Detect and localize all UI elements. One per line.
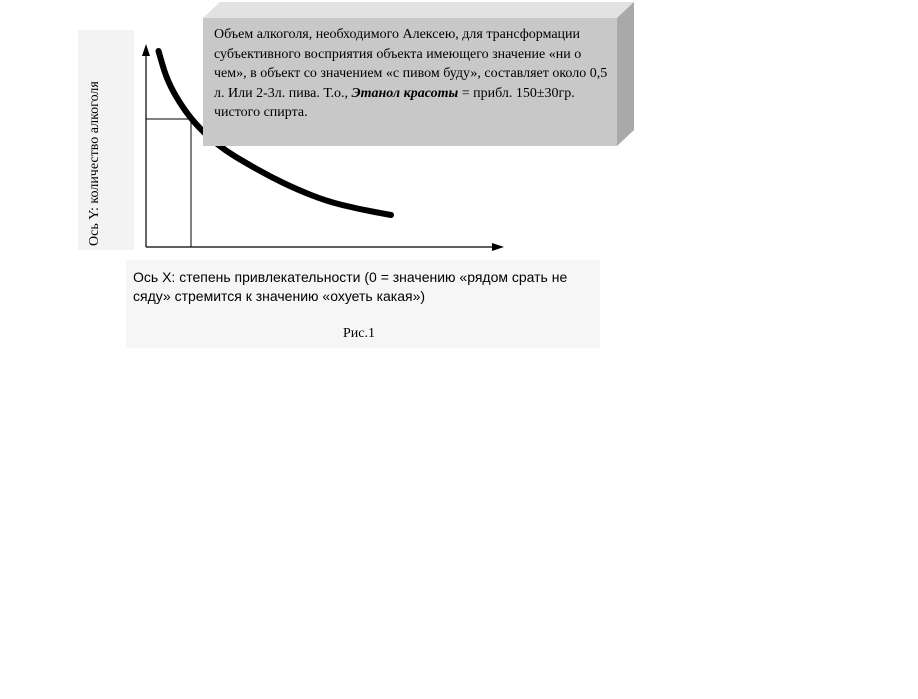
note-box-top-bevel [203, 2, 634, 18]
x-axis-label: Ось Х: степень привлекательности (0 = значению «рядом срать не сяду» стремится к значению «охуеть какая») [133, 269, 568, 304]
note-text-part1: Объем алкоголя, необходимого Алексею, для трансформации субъективного восприятия объекта имеющего значение «ни о чем», в объект со значением «с пивом буду», составляет около 0,5 л. Или 2-3л. пива. Т.о., [214, 27, 608, 101]
y-axis-label: Ось Y: количество алкоголя [87, 81, 102, 246]
note-text [214, 25, 614, 123]
figure-caption: Рис.1 [343, 326, 375, 341]
y-axis-arrow [142, 44, 150, 56]
note-text-part2: = прибл. 150±30гр. чистого спирта. [214, 85, 575, 120]
x-axis-arrow [492, 243, 504, 251]
note-emphasis: Этанол красоты [351, 85, 459, 101]
note-box-side-bevel [617, 2, 634, 146]
